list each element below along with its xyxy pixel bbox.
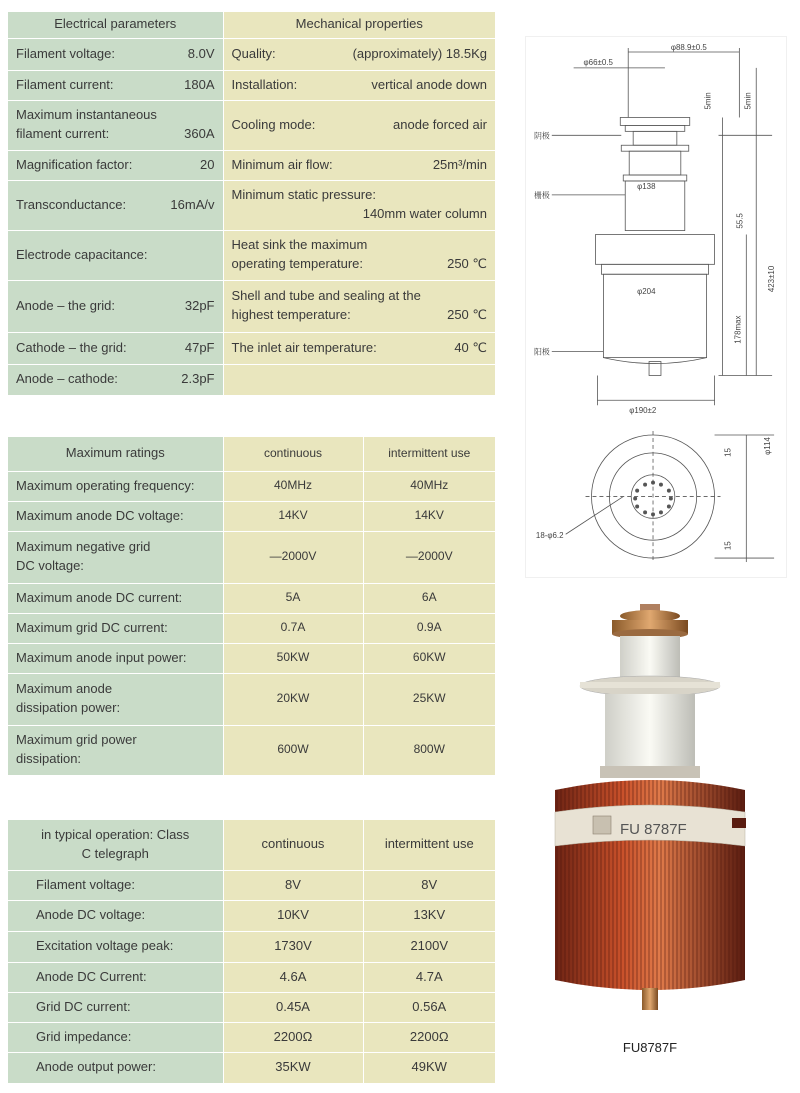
- rating-intermittent: —2000V: [363, 531, 495, 583]
- mechanical-cell: [223, 150, 495, 180]
- rating-intermittent: 0.9A: [363, 613, 495, 643]
- param-name: Maximum instantaneous filament current:: [16, 107, 157, 141]
- typical-name: Filament voltage:: [8, 870, 223, 900]
- table-row: [8, 673, 495, 725]
- property-value: 140mm water column: [362, 206, 487, 221]
- param-value: 180A: [184, 76, 215, 92]
- dim-gap-b: 5min: [743, 92, 753, 110]
- property-name: Quality:: [231, 45, 276, 61]
- rating-intermittent: 14KV: [363, 501, 495, 531]
- param-name: Anode – the grid:: [16, 297, 116, 313]
- dim-flange-dia: φ204: [637, 287, 656, 297]
- label-anode: 阳极: [533, 347, 550, 357]
- typical-name: Grid impedance:: [8, 1022, 223, 1052]
- rating-continuous: 5A: [223, 583, 363, 613]
- rating-continuous: 20KW: [223, 673, 363, 725]
- typical-continuous: 1730V: [223, 931, 363, 962]
- dim-body-height: 178max: [733, 315, 743, 344]
- rating-name: Maximum grid DC current:: [8, 613, 223, 643]
- property-name: Shell and tube and sealing at the highest temperature:: [231, 288, 421, 322]
- property-name: The inlet air temperature:: [231, 339, 377, 355]
- property-value: 250 ℃: [447, 307, 487, 322]
- photo-caption: FU8787F: [622, 1040, 678, 1055]
- param-value: 360A: [184, 126, 215, 141]
- property-value: 250 ℃: [447, 256, 487, 271]
- typical-name: Grid DC current:: [8, 992, 223, 1022]
- table-row: [8, 931, 495, 962]
- electrical-cell: [8, 332, 223, 364]
- typical-intermittent: 2100V: [363, 931, 495, 962]
- param-value: 2.3pF: [181, 371, 215, 387]
- tube-dimension-drawing: [525, 36, 787, 578]
- electrical-cell: [8, 100, 223, 150]
- dim-total-height: 423±10: [767, 265, 777, 293]
- lower-ceramic: [605, 694, 695, 770]
- mechanical-cell: [223, 280, 495, 332]
- rating-intermittent: 800W: [363, 725, 495, 775]
- electrical-cell: [8, 180, 223, 230]
- table-row: [8, 643, 495, 673]
- param-value: 16mA/v: [170, 196, 215, 212]
- typical-continuous: 4.6A: [223, 962, 363, 992]
- dim-grid-dia: φ138: [637, 181, 656, 191]
- param-name: Filament voltage:: [16, 45, 115, 61]
- typical-operation-table: [8, 820, 495, 1084]
- param-name: Anode – cathode:: [16, 371, 118, 387]
- upper-ceramic: [620, 636, 680, 680]
- table-row: [8, 471, 495, 501]
- table-row: [8, 501, 495, 531]
- bottom-pin: [642, 988, 658, 1010]
- table-row: [8, 900, 495, 931]
- ratings-header-intermittent: intermittent use: [363, 437, 495, 471]
- rating-continuous: —2000V: [223, 531, 363, 583]
- typical-name: Anode DC voltage:: [8, 900, 223, 931]
- typical-name: Anode output power:: [8, 1052, 223, 1083]
- rating-name: Maximum anode input power:: [8, 643, 223, 673]
- property-name: Cooling mode:: [231, 116, 316, 132]
- typical-intermittent: 0.56A: [363, 992, 495, 1022]
- dim-holes: 18-φ6.2: [535, 531, 564, 541]
- param-name: Magnification factor:: [16, 156, 133, 172]
- property-name: Minimum static pressure:: [231, 187, 376, 203]
- dim-bottom-gap-b: 15: [723, 541, 733, 551]
- dim-anode-ring: φ66±0.5: [583, 57, 613, 67]
- typical-header-continuous: continuous: [223, 820, 363, 870]
- typical-intermittent: 49KW: [363, 1052, 495, 1083]
- dim-top-width: φ88.9±0.5: [670, 42, 707, 52]
- dim-bottom-dia: φ114: [763, 437, 773, 455]
- ratings-header-continuous: continuous: [223, 437, 363, 471]
- mechanical-cell-empty: [223, 364, 495, 395]
- table-row: [8, 725, 495, 775]
- rating-name: Maximum anode DC voltage:: [8, 501, 223, 531]
- table-row: [8, 1022, 495, 1052]
- property-value: 25m³/min: [432, 156, 487, 172]
- mechanical-cell: [223, 230, 495, 280]
- typical-intermittent: 2200Ω: [363, 1022, 495, 1052]
- table-row: [8, 962, 495, 992]
- mechanical-cell: [223, 100, 495, 150]
- property-value: anode forced air: [393, 116, 487, 132]
- mechanical-cell: [223, 38, 495, 70]
- electrical-cell: [8, 230, 223, 280]
- property-name: Installation:: [231, 76, 298, 92]
- rating-name: Maximum operating frequency:: [8, 471, 223, 501]
- rating-continuous: 0.7A: [223, 613, 363, 643]
- typical-intermittent: 4.7A: [363, 962, 495, 992]
- param-value: 8.0V: [187, 45, 215, 61]
- maximum-ratings-table: [8, 437, 495, 776]
- tube-photo: [500, 590, 800, 1020]
- band-text: FU 8787F: [620, 821, 687, 838]
- typical-continuous: 10KV: [223, 900, 363, 931]
- mechanical-cell: [223, 332, 495, 364]
- rating-intermittent: 25KW: [363, 673, 495, 725]
- electrical-cell: [8, 364, 223, 395]
- property-name: Minimum air flow:: [231, 156, 333, 172]
- rating-continuous: 40MHz: [223, 471, 363, 501]
- typical-header-intermittent: intermittent use: [363, 820, 495, 870]
- property-name: Heat sink the maximum operating temperature:: [231, 237, 368, 271]
- electrical-mechanical-table: [8, 12, 495, 396]
- rating-name: Maximum negative grid DC voltage:: [8, 531, 223, 583]
- param-value: 32pF: [184, 297, 215, 313]
- property-value: (approximately) 18.5Kg: [352, 45, 487, 61]
- param-name: Cathode – the grid:: [16, 339, 127, 355]
- typical-continuous: 35KW: [223, 1052, 363, 1083]
- rating-continuous: 14KV: [223, 501, 363, 531]
- param-name: Transconductance:: [16, 196, 127, 212]
- rating-name: Maximum anode DC current:: [8, 583, 223, 613]
- param-value: 20: [200, 156, 215, 172]
- table-row: [8, 531, 495, 583]
- typical-name: Anode DC Current:: [8, 962, 223, 992]
- property-value: 40 ℃: [454, 339, 487, 355]
- electrical-cell: [8, 70, 223, 100]
- typical-intermittent: 13KV: [363, 900, 495, 931]
- mechanical-cell: [223, 70, 495, 100]
- dim-bottom-gap-a: 15: [723, 448, 733, 457]
- electrical-cell: [8, 38, 223, 70]
- ratings-header: Maximum ratings: [8, 437, 223, 471]
- rating-continuous: 50KW: [223, 643, 363, 673]
- rating-name: Maximum grid power dissipation:: [8, 725, 223, 775]
- typical-continuous: 2200Ω: [223, 1022, 363, 1052]
- typical-name: Excitation voltage peak:: [8, 931, 223, 962]
- rating-intermittent: 6A: [363, 583, 495, 613]
- typical-intermittent: 8V: [363, 870, 495, 900]
- param-value: 47pF: [184, 339, 215, 355]
- dim-base-dia: φ190±2: [629, 406, 657, 416]
- table-row: [8, 613, 495, 643]
- dim-gap-a: 5min: [703, 92, 713, 110]
- label-cathode: 阴极: [533, 131, 550, 141]
- typical-continuous: 0.45A: [223, 992, 363, 1022]
- electrical-cell: [8, 280, 223, 332]
- rating-name: Maximum anode dissipation power:: [8, 673, 223, 725]
- table-row: [8, 1052, 495, 1083]
- manufacturer-logo: [593, 816, 611, 834]
- rating-intermittent: 40MHz: [363, 471, 495, 501]
- property-value: vertical anode down: [371, 76, 487, 92]
- typical-header: in typical operation: Class C telegraph: [8, 820, 223, 870]
- label-grid: 栅极: [533, 190, 550, 200]
- param-name: Filament current:: [16, 76, 114, 92]
- electrical-cell: [8, 150, 223, 180]
- param-name: Electrode capacitance:: [16, 246, 148, 262]
- typical-continuous: 8V: [223, 870, 363, 900]
- electrical-header: Electrical parameters: [8, 12, 223, 38]
- table-row: [8, 583, 495, 613]
- dim-height-mid: 55.5: [735, 213, 745, 229]
- rating-intermittent: 60KW: [363, 643, 495, 673]
- mechanical-header: Mechanical properties: [223, 12, 495, 38]
- table-row: [8, 870, 495, 900]
- mechanical-cell: [223, 180, 495, 230]
- table-row: [8, 992, 495, 1022]
- rating-continuous: 600W: [223, 725, 363, 775]
